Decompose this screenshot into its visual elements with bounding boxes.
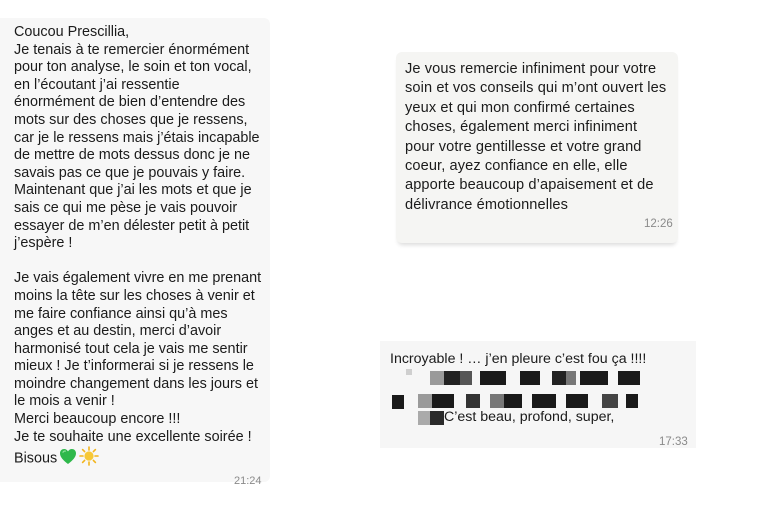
message-timestamp: 12:26 [644,218,673,230]
redaction-block [430,371,444,385]
redaction-block [444,371,460,385]
redaction-block [626,394,638,408]
redaction-block [580,371,608,385]
message-bubble-left[interactable] [0,18,270,487]
redaction-block [392,395,404,409]
redaction-block [504,394,522,408]
redaction-block [418,411,430,425]
redaction-block [532,394,556,408]
redaction-block [566,371,576,385]
redaction-block [460,371,472,385]
redaction-block [418,394,432,408]
redaction-block [480,371,506,385]
redaction-block [618,371,640,385]
redaction-block [406,369,412,375]
message-timestamp: 17:33 [659,436,688,448]
redaction-block [602,394,618,408]
message-text: Je vous remercie infiniment pour votre soin et vos conseils qui m’ont ouvert les yeux et qui mon confirmé certaines choses, également merci infiniment pour votre gentillesse et votre grand coeur, ayez confiance en elle, elle apporte beaucoup d’apaisement et de délivrance émotionnelles [405,61,667,213]
message-text: Coucou Prescillia, Je tenais à te remercier énormément pour ton analyse, le soin et ton vocal, en l’écoutant j’ai ressentie énormément de bien d’entendre des mots sur des choses que je ressens, car je le ressens mais j’étais incapable de mettre de mots dessus donc je ne savais pas ce que je pouvais y faire. Maintenant que j’ai les mots et que je sais ce qui me pèse je vais pouvoir essayer de m’en délester petit à petit j’espère ! Je vais également vivre en me prenant moins la tête sur les choses à venir et me faire confiance ainsi qu’à mes anges et au destin, merci d’avoir harmonisé tout cela je vais me sentir mieux ! Je t’informerai si je ressens le moindre changement dans les jours et le mois a venir ! Merci beaucoup encore !!! Je te souhaite une excellente soirée ! [14,24,262,445]
message-bubble-right-bottom[interactable] [380,341,696,448]
redaction-block [466,394,480,408]
message-bubble-right-top[interactable] [396,52,678,243]
message-body [14,24,264,472]
message-timestamp: 21:24 [234,475,262,487]
sun-icon [79,446,99,472]
redaction-block [432,394,454,408]
message-text-line: Incroyable ! … j’en pleure c’est fou ça !!!! [390,351,647,367]
redaction-block [552,371,566,385]
green-heart-icon [59,448,77,471]
redaction-block [490,394,504,408]
redaction-block [520,371,540,385]
message-text-line: C’est beau, profond, super, [444,409,615,425]
redaction-block [566,394,588,408]
redaction-block [430,411,444,425]
message-closing: Bisous [14,450,58,467]
